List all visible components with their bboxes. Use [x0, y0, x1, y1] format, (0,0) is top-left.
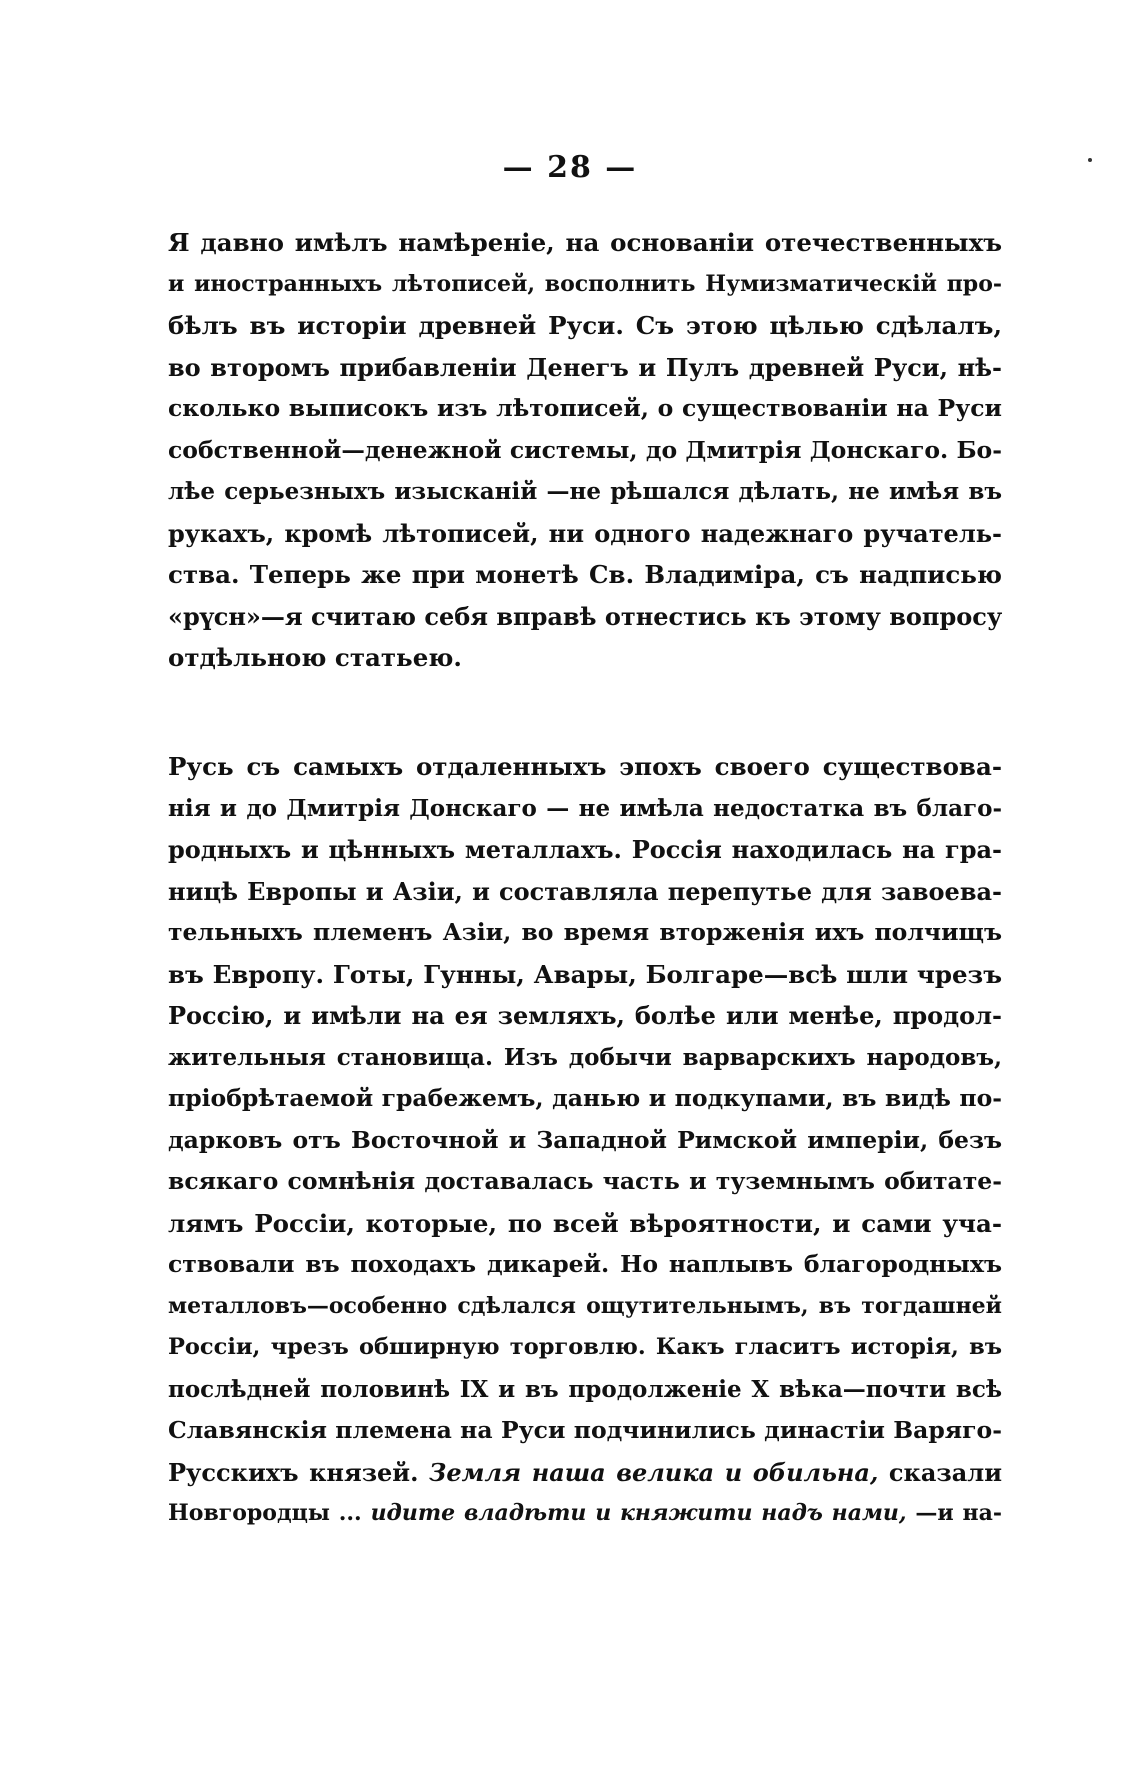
text-line: лѣе серьезныхъ изысканій —не рѣшался дѣлать, не имѣя въ [168, 478, 1002, 505]
text-line: ницѣ Европы и Азіи, и составляла перепутье для завоева- [168, 876, 1002, 906]
text-line: бѣлъ въ исторіи древней Руси. Съ этою цѣлью сдѣлалъ, [168, 311, 1002, 340]
text-line: Россію, и имѣли на ея земляхъ, болѣе или менѣе, продол- [168, 1001, 1002, 1030]
text-line: ства. Теперь же при монетѣ Св. Владиміра, съ надписью [168, 560, 1002, 589]
text-line: всякаго сомнѣнія доставалась часть и туземнымъ обитате- [168, 1167, 1002, 1195]
text-line: отдѣльною статьею. [168, 643, 462, 672]
text-line: послѣдней половинѣ IX и въ продолженіе X вѣка—почти всѣ [168, 1375, 1002, 1403]
line-text-after: —и на- [915, 1500, 1002, 1526]
line-text-after: сказали [888, 1457, 1003, 1487]
text-line: дарковъ отъ Восточной и Западной Римской имперіи, безъ [168, 1125, 1002, 1154]
text-line: рукахъ, кромѣ лѣтописей, ни одного надежнаго ручатель- [168, 518, 1002, 548]
text-line: лямъ Россіи, которые, по всей вѣроятности, и сами уча- [168, 1208, 1002, 1238]
paragraph-1 [168, 222, 1002, 679]
text-line: нія и до Дмитрія Донскаго — не имѣла недостатка въ благо- [168, 794, 1002, 822]
text-line: тельныхъ племенъ Азіи, во время вторженія ихъ полчищъ [168, 918, 1002, 946]
text-line: сколько выписокъ изъ лѣтописей, о существованіи на Руси [168, 394, 1002, 422]
line-text-before: Новгородцы ... [168, 1500, 362, 1526]
text-line: Русь съ самыхъ отдаленныхъ эпохъ своего существова- [168, 752, 1002, 781]
line-text-before: Русскихъ князей. [168, 1457, 419, 1487]
italic-quote: идите владѣти и княжити надъ нами, [370, 1500, 907, 1526]
text-line: «рүсн»—я считаю себя вправѣ отнестись къ этому вопросу [168, 601, 1003, 631]
paragraph-2 [168, 746, 1002, 1535]
italic-quote: Земля наша велика и обильна, [429, 1457, 879, 1487]
scan-speck [1088, 158, 1092, 162]
text-line: ствовали въ походахъ дикарей. Но наплывъ благородныхъ [168, 1250, 1002, 1278]
text-line: и иностранныхъ лѣтописей, восполнить Нумизматическій про- [168, 270, 1002, 297]
text-line: родныхъ и цѣнныхъ металлахъ. Россія находилась на гра- [168, 835, 1002, 864]
text-line: Славянскія племена на Руси подчинились династіи Варяго- [168, 1416, 1002, 1444]
text-line: во второмъ прибавленіи Денегъ и Пулъ древней Руси, нѣ- [168, 352, 1002, 382]
text-line: жительныя становища. Изъ добычи варварскихъ народовъ, [168, 1043, 1002, 1071]
page-number: — 28 — [502, 150, 638, 185]
text-line: металловъ—особенно сдѣлался ощутительнымъ, въ тогдашней [168, 1292, 1002, 1319]
text-line-with-quote [168, 1493, 1002, 1535]
text-line: пріобрѣтаемой грабежемъ, данью и подкупами, въ видѣ по- [168, 1084, 1002, 1112]
text-line: Я давно имѣлъ намѣреніе, на основаніи отечественныхъ [168, 228, 1002, 257]
text-line: собственной—денежной системы, до Дмитрія Донскаго. Бо- [168, 435, 1002, 464]
text-line: Россіи, чрезъ обширную торговлю. Какъ гласитъ исторія, въ [168, 1334, 1002, 1360]
text-line-with-quote [168, 1452, 1002, 1494]
text-line: въ Европу. Готы, Гунны, Авары, Болгаре—всѣ шли чрезъ [168, 959, 1002, 989]
